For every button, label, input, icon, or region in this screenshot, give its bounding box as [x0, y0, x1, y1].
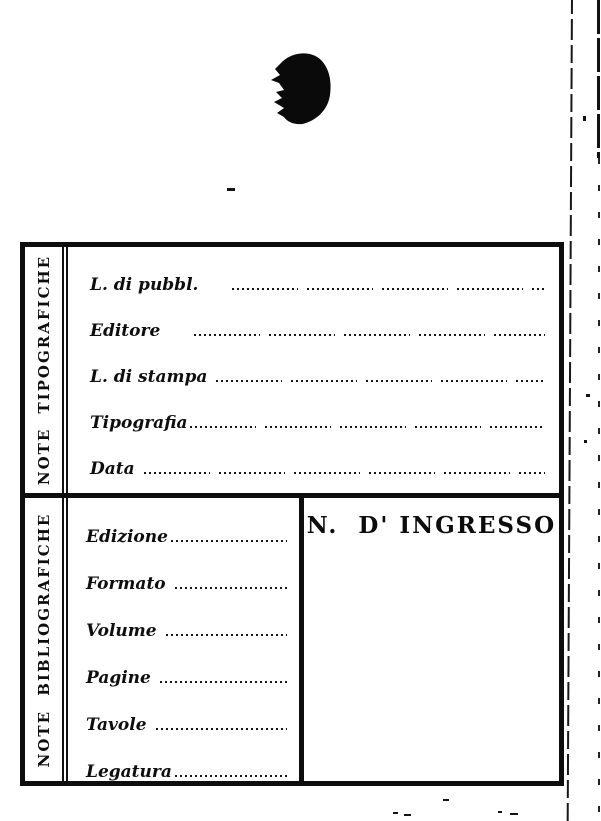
ingresso-panel — [304, 498, 559, 781]
bottom-content — [68, 498, 559, 781]
dotted-line — [156, 728, 287, 730]
dotted-line — [144, 472, 545, 474]
stray-mark — [404, 814, 411, 816]
field-label: Formato — [86, 574, 166, 594]
dotted-line — [232, 288, 545, 290]
dotted-line — [175, 775, 287, 777]
stray-mark — [393, 812, 398, 814]
section-note-bibliografiche — [25, 493, 559, 781]
field-row-formato — [86, 547, 287, 594]
dotted-line — [216, 380, 545, 382]
field-label: Edizione — [86, 527, 168, 547]
field-label: Volume — [86, 621, 157, 641]
stray-mark — [510, 813, 518, 815]
stray-mark — [583, 116, 586, 121]
field-label: Tipografia — [90, 413, 188, 433]
section-note-tipografiche — [25, 247, 559, 493]
stray-mark — [443, 799, 449, 801]
field-row-data — [90, 433, 545, 479]
field-label: Editore — [90, 321, 161, 341]
side-strip — [25, 498, 68, 781]
top-fields — [68, 247, 559, 493]
side-label-note-tipografiche: NOTE TIPOGRAFICHE — [34, 254, 53, 486]
field-row-tipografia — [90, 387, 545, 433]
dotted-line — [166, 634, 287, 636]
field-label: Pagine — [86, 668, 151, 688]
field-label: Legatura — [86, 762, 172, 781]
stray-mark — [227, 188, 235, 191]
field-row-edizione — [86, 500, 287, 547]
field-label: L. di stampa — [90, 367, 208, 387]
dotted-line — [171, 540, 287, 542]
field-label: Data — [90, 459, 135, 479]
field-label: L. di pubbl. — [90, 275, 199, 295]
field-row-l-di-pubbl — [90, 249, 545, 295]
stray-mark — [498, 811, 502, 813]
field-row-volume — [86, 594, 287, 641]
field-row-editore — [90, 295, 545, 341]
page-edge-line — [597, 0, 600, 158]
page-edge-line — [598, 158, 600, 821]
dotted-line — [194, 334, 545, 336]
scan-fold-line — [567, 0, 573, 821]
bottom-fields — [68, 498, 304, 781]
field-label: Tavole — [86, 715, 147, 735]
field-row-pagine — [86, 641, 287, 688]
ingresso-title: N. D' INGRESSO — [306, 512, 557, 539]
dotted-line — [190, 426, 545, 428]
field-row-tavole — [86, 688, 287, 735]
catalog-card — [20, 242, 564, 786]
field-row-legatura — [86, 735, 287, 781]
ink-blot — [262, 50, 332, 128]
dotted-line — [160, 681, 287, 683]
side-label-note-bibliografiche: NOTE BIBLIOGRAFICHE — [34, 512, 53, 767]
field-row-l-di-stampa — [90, 341, 545, 387]
stray-mark — [586, 394, 590, 397]
side-strip — [25, 247, 68, 493]
dotted-line — [175, 587, 287, 589]
stray-mark — [584, 440, 587, 443]
